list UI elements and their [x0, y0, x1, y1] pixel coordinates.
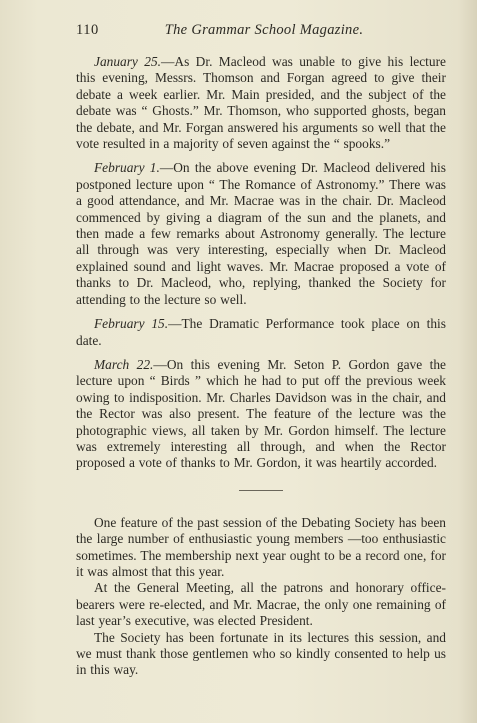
page-header: [76, 22, 452, 42]
entry-march-22: [76, 357, 446, 472]
running-title: The Grammar School Magazine.: [164, 22, 364, 38]
entry-text: —On the above evening Dr. Macleod delivered his postponed lecture upon “ The Romance of Astronomy.” There was a good attendance, and Mr. Macrae was in the chair. Dr. Macleod commenced by giving a diagram of the sun and the planets, and then made a few remarks about Astronomy generally. The lecture all through was very interesting, especially when Dr. Macleod explained sound and light waves. Mr. Macrae proposed a vote of thanks to Dr. Macleod, who, replying, thanked the Society for attending to the lecture so well.: [76, 160, 446, 307]
closing-paragraph: The Society has been fortunate in its lectures this session, and we must thank those gentlemen who so kindly consented to help us in this way.: [76, 629, 446, 678]
entry-text: —As Dr. Macleod was unable to give his lecture this evening, Messrs. Thomson and Forgan agreed to give their debate a week earlier. Mr. Main presided, and the subject of the debate was “ Ghosts.” Mr. Thomson, who supported ghosts, began the debate, and Mr. Forgan answered his arguments so well that the vote resulted in a majority of seven against the “ spooks.”: [76, 54, 446, 152]
article-body: [76, 54, 446, 679]
section-divider: [239, 490, 283, 491]
page-number: 110: [76, 22, 99, 38]
entry-february-1: [76, 160, 446, 308]
entry-february-15: [76, 316, 446, 349]
entry-january-25: [76, 54, 446, 152]
closing-paragraph: One feature of the past session of the Debating Society has been the large number of enthusiastic young members —too enthusiastic sometimes. The membership next year ought to be a record one, for it was almost that this year.: [76, 514, 446, 579]
closing-paragraph: At the General Meeting, all the patrons and honorary office-bearers were re-elected, and Mr. Macrae, the only one remaining of last year’s executive, was elected President.: [76, 580, 446, 629]
entry-text: —The Dramatic Performance took place on this date.: [76, 316, 446, 348]
entry-text: —On this evening Mr. Seton P. Gordon gave the lecture upon “ Birds ” which he had to put off the previous week owing to indisposition. Mr. Charles Davidson was in the chair, and the Rector was also present. The feature of the lecture was the photographic views, all taken by Mr. Gordon himself. The lecture was extremely interesting all through, and when the Rector proposed a vote of thanks to Mr. Gordon, it was heartily accorded.: [76, 356, 446, 471]
entry-date: March 22.: [94, 356, 154, 372]
entry-date: February 1.: [94, 160, 160, 176]
entry-date: January 25.: [94, 54, 162, 69]
entry-date: February 15.: [94, 316, 169, 332]
